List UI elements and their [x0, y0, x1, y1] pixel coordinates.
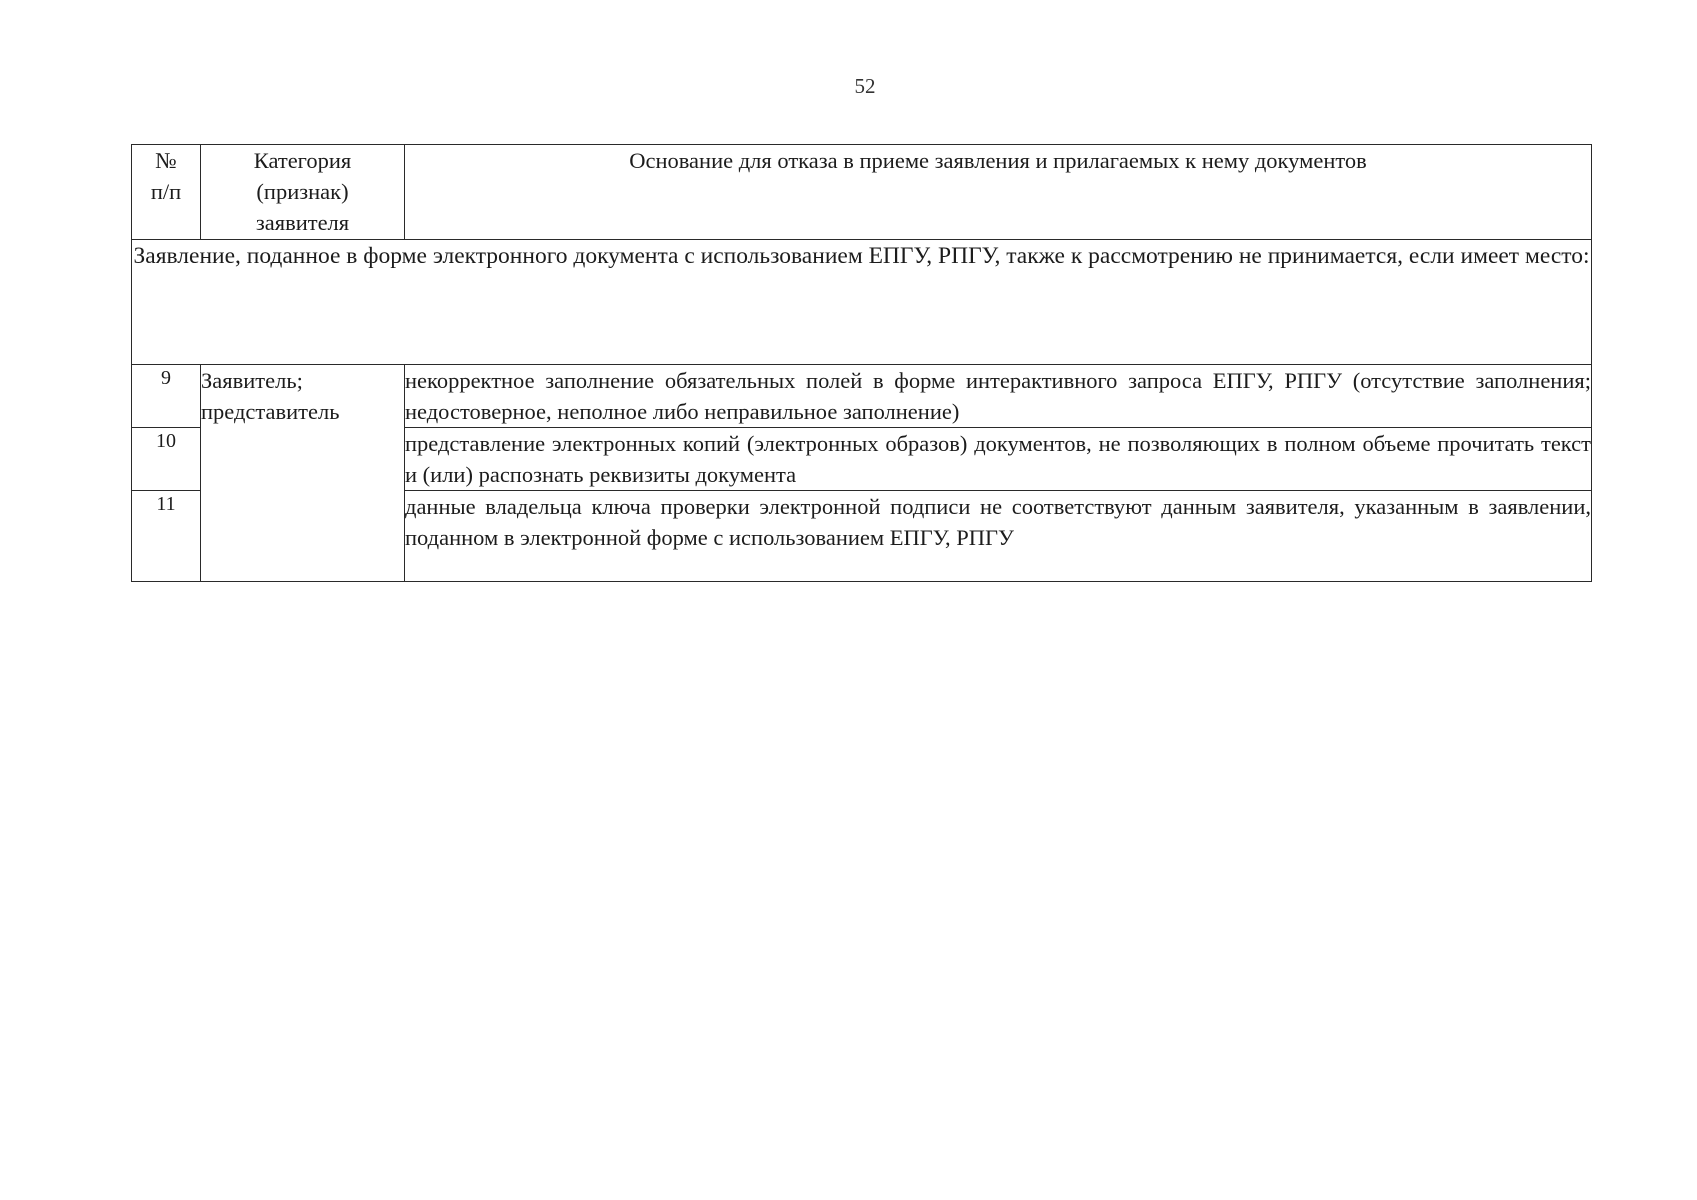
applicant-category: Заявитель; представитель — [201, 365, 405, 582]
section-title: Заявление, поданное в форме электронного документа с использованием ЕПГУ, РПГУ, также к рассмотрению не принимается, если имеет место: — [132, 240, 1592, 365]
header-category: Категория (признак) заявителя — [201, 145, 405, 240]
section-row — [132, 240, 1592, 365]
refusal-grounds-table — [131, 144, 1592, 582]
header-reason: Основание для отказа в приеме заявления и прилагаемых к нему документов — [405, 145, 1592, 240]
row-reason: некорректное заполнение обязательных полей в форме интерактивного запроса ЕПГУ, РПГУ (отсутствие заполнения; недостоверное, неполное либо неправильное заполнение) — [405, 365, 1592, 428]
row-reason: представление электронных копий (электронных образов) документов, не позволяющих в полном объеме прочитать текст и (или) распознать реквизиты документа — [405, 428, 1592, 491]
table-row — [132, 365, 1592, 428]
row-reason: данные владельца ключа проверки электронной подписи не соответствуют данным заявителя, указанным в заявлении, поданном в электронной форме с использованием ЕПГУ, РПГУ — [405, 491, 1592, 582]
row-number: 10 — [132, 428, 201, 491]
row-number: 11 — [132, 491, 201, 582]
page-number: 52 — [854, 74, 876, 98]
row-number: 9 — [132, 365, 201, 428]
header-number: № п/п — [132, 145, 201, 240]
table-header-row — [132, 145, 1592, 240]
